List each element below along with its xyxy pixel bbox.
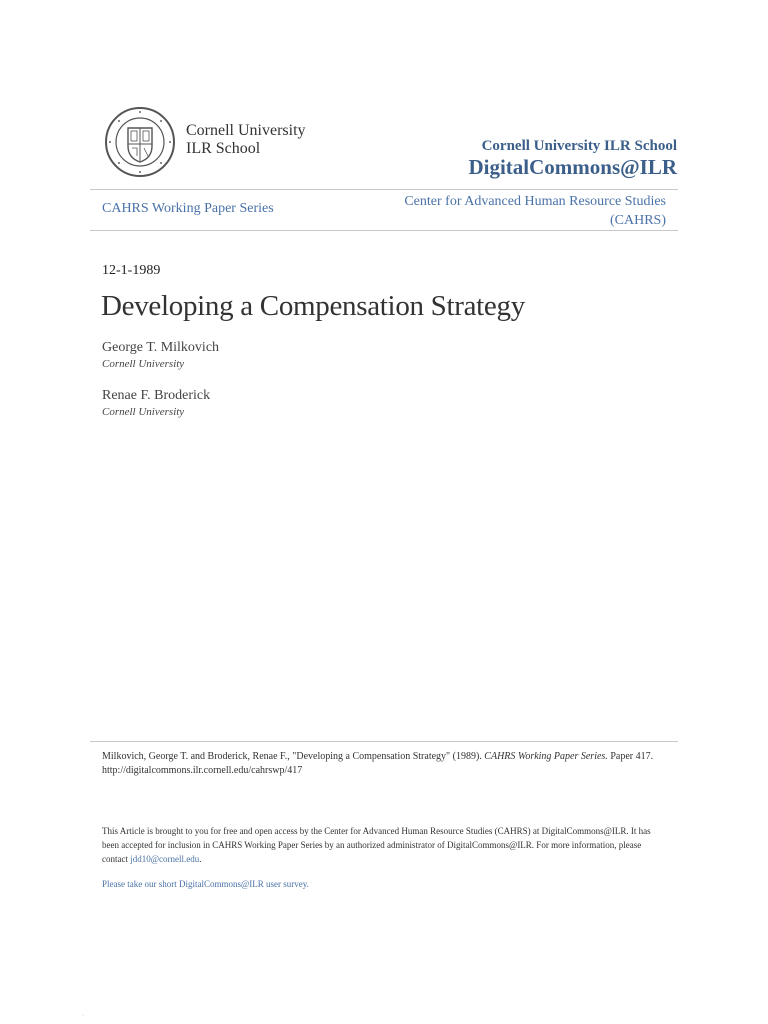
author-affiliation: Cornell University	[102, 358, 185, 370]
header-divider-bottom	[90, 230, 678, 231]
notice-end: .	[199, 854, 202, 864]
author-name: George T. Milkovich	[102, 340, 220, 355]
cornell-seal-logo	[104, 106, 176, 178]
contact-email-link[interactable]: jdd10@cornell.edu	[130, 854, 200, 864]
series-link[interactable]: CAHRS Working Paper Series	[102, 201, 274, 216]
paper-title: Developing a Compensation Strategy	[101, 290, 525, 322]
citation-block	[102, 750, 667, 778]
publication-date: 12-1-1989	[102, 263, 161, 278]
repo-school-link[interactable]: Cornell University ILR School	[481, 138, 677, 154]
author-affiliation: Cornell University	[102, 406, 185, 418]
citation-text: Milkovich, George T. and Broderick, Renae F., "Developing a Compensation Strategy" (1989).	[102, 751, 485, 762]
access-notice	[102, 824, 667, 866]
survey-link[interactable]: Please take our short DigitalCommons@ILR user survey.	[102, 879, 309, 889]
center-link-line2: (CAHRS)	[609, 213, 666, 228]
citation-paper-number: Paper 417.	[607, 751, 654, 762]
page-mark: ·	[82, 1013, 84, 1019]
repo-name-link[interactable]: DigitalCommons@ILR	[468, 155, 677, 179]
citation-url[interactable]: http://digitalcommons.ilr.cornell.edu/cahrswp/417	[102, 765, 303, 776]
logo-line-school: ILR School	[186, 140, 261, 157]
author-name: Renae F. Broderick	[102, 388, 211, 403]
center-link-line1: Center for Advanced Human Resource Studies	[404, 194, 666, 209]
logo-wordmark	[186, 122, 306, 158]
notice-text: This Article is brought to you for free and open access by the Center for Advanced Human Resource Studies (CAHRS) at DigitalCommons@ILR. It has been accepted for inclusion in CAHRS Working Paper Series by an authorized administrator of DigitalCommons@ILR. For more information, please contact	[102, 826, 651, 864]
citation-series: CAHRS Working Paper Series.	[484, 751, 608, 762]
center-link[interactable]	[376, 192, 666, 230]
header-divider-top	[90, 189, 678, 190]
logo-line-university: Cornell University	[186, 122, 306, 139]
citation-divider	[90, 741, 678, 742]
